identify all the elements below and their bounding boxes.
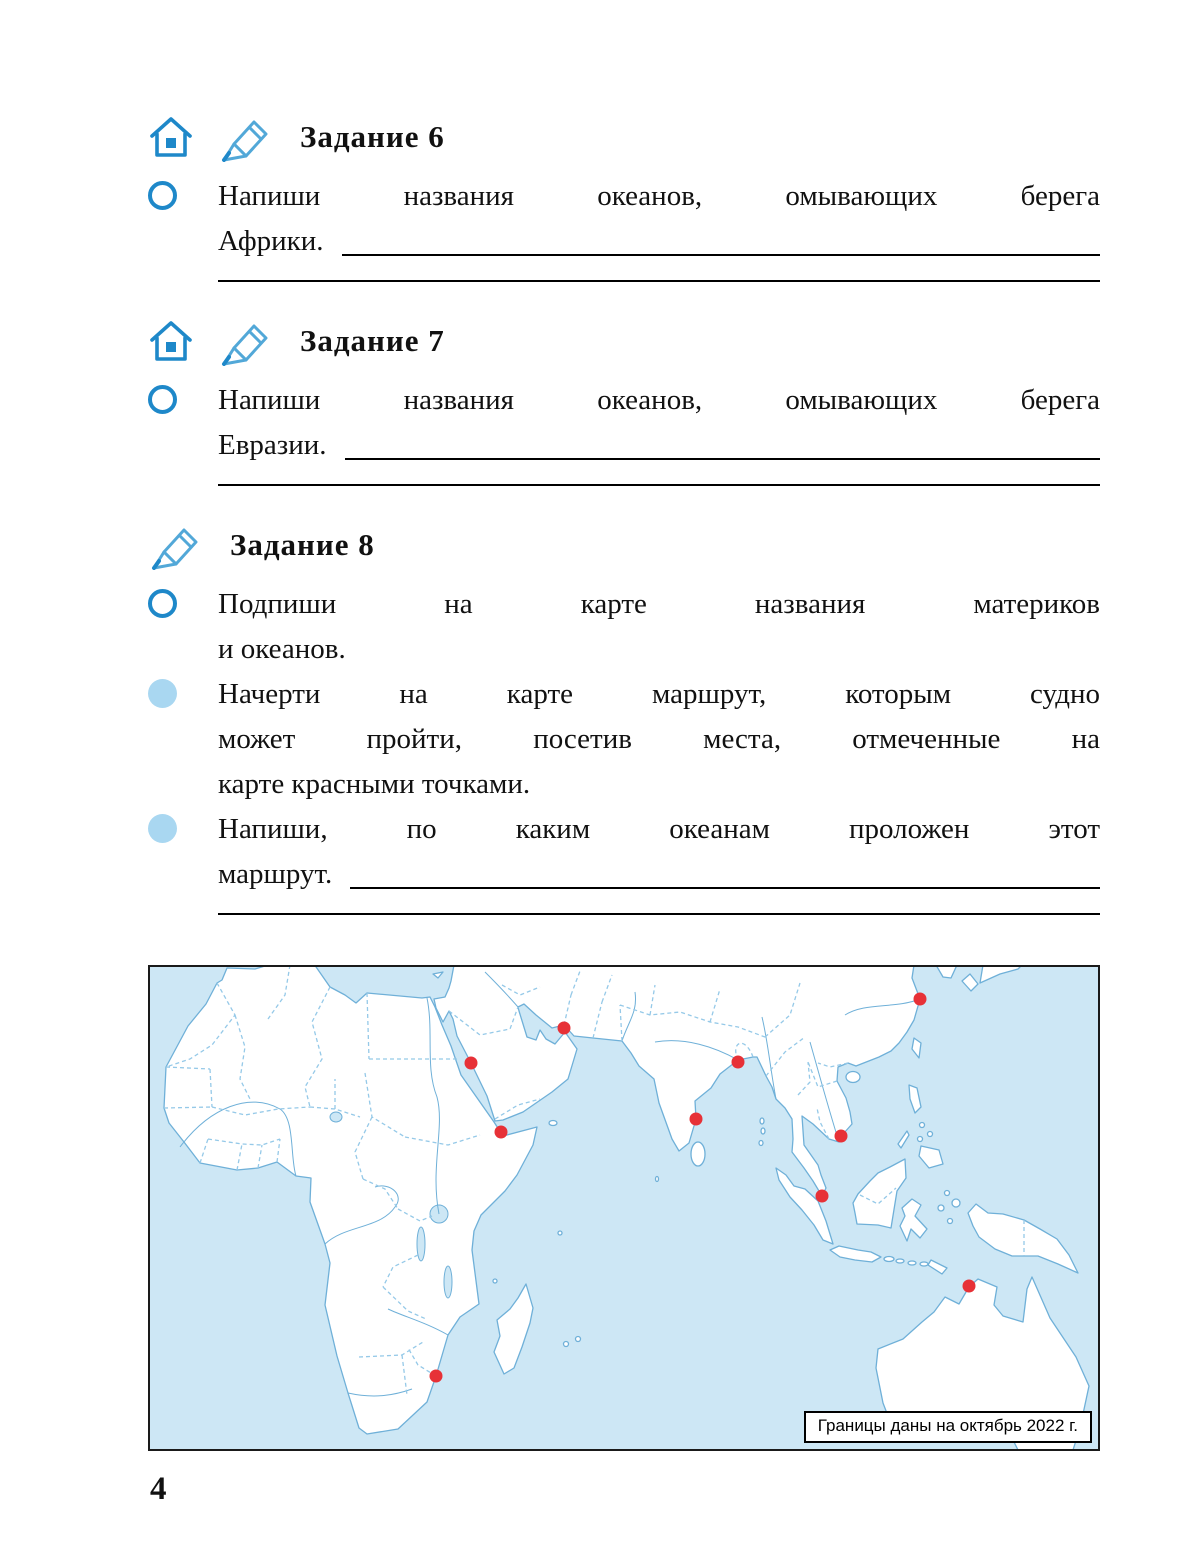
task-7-line2: Евразии. (218, 429, 327, 461)
route-dot (963, 1280, 976, 1293)
answer-blank[interactable] (345, 458, 1100, 460)
task-bullet-ring (148, 181, 177, 210)
answer-blank[interactable] (350, 887, 1100, 889)
answer-line[interactable] (218, 484, 1100, 486)
answer-line[interactable] (218, 913, 1100, 915)
task-6-text (218, 174, 1100, 264)
route-dot (835, 1130, 848, 1143)
task-8-bullet-3 (148, 807, 1100, 897)
task-bullet-solid (148, 814, 177, 843)
route-dot (690, 1113, 703, 1126)
pen-icon (148, 520, 206, 570)
task-8-bullet-1 (148, 582, 1100, 672)
task-7 (148, 314, 1100, 486)
task-7-header (148, 314, 1100, 368)
task-6-line2: Африки. (218, 225, 324, 257)
task-7-line1: Напиши названия океанов, омывающих берега (218, 384, 1100, 416)
answer-blank[interactable] (342, 254, 1100, 256)
task-8-b2-line1: Начерти на карте маршрут, которым судно (218, 678, 1100, 710)
island-hainan (846, 1072, 860, 1083)
island-sri-lanka (691, 1142, 705, 1166)
task-7-text (218, 378, 1100, 468)
task-8-b1-line1: Подпиши на карте названия материков (218, 588, 1100, 620)
task-8-title: Задание 8 (230, 527, 375, 562)
task-8-b3-line1: Напиши, по каким океанам проложен этот (218, 813, 1100, 845)
home-icon (148, 318, 194, 364)
task-6-line1: Напиши названия океанов, омывающих берега (218, 180, 1100, 212)
map-canvas[interactable] (150, 967, 1098, 1449)
task-7-title: Задание 7 (300, 323, 445, 358)
task-8-b2-line2: может пройти, посетив места, отмеченные на (218, 723, 1100, 755)
lake-malawi (444, 1266, 452, 1298)
task-8-b1-line2: и океанов. (218, 633, 346, 665)
route-dot (914, 993, 927, 1006)
pen-icon (218, 112, 276, 162)
task-8-b3-line2: маршрут. (218, 858, 333, 890)
route-dot (465, 1057, 478, 1070)
task-8 (148, 518, 1100, 915)
home-icon (148, 114, 194, 160)
task-bullet-ring (148, 589, 177, 618)
task-8-bullet-2 (148, 672, 1100, 807)
lake-chad (330, 1112, 342, 1122)
task-8-b2-line3: карте красными точками. (218, 768, 531, 800)
task-8-header (148, 518, 1100, 572)
answer-line[interactable] (218, 280, 1100, 282)
island-socotra (549, 1121, 557, 1126)
route-dot (558, 1022, 571, 1035)
task-bullet-ring (148, 385, 177, 414)
lake-tanganyika (417, 1227, 425, 1261)
route-dot (732, 1056, 745, 1069)
page-number: 4 (150, 1471, 167, 1507)
task-6-title: Задание 6 (300, 119, 445, 154)
route-dot (495, 1126, 508, 1139)
island-halmahera (952, 1199, 960, 1207)
pen-icon (218, 316, 276, 366)
route-dot (430, 1370, 443, 1383)
map-source-note: Границы даны на октябрь 2022 г. (804, 1411, 1092, 1443)
route-dot (816, 1190, 829, 1203)
task-bullet-solid (148, 679, 177, 708)
task-6 (148, 110, 1100, 282)
world-map[interactable] (148, 965, 1100, 1451)
task-6-header (148, 110, 1100, 164)
